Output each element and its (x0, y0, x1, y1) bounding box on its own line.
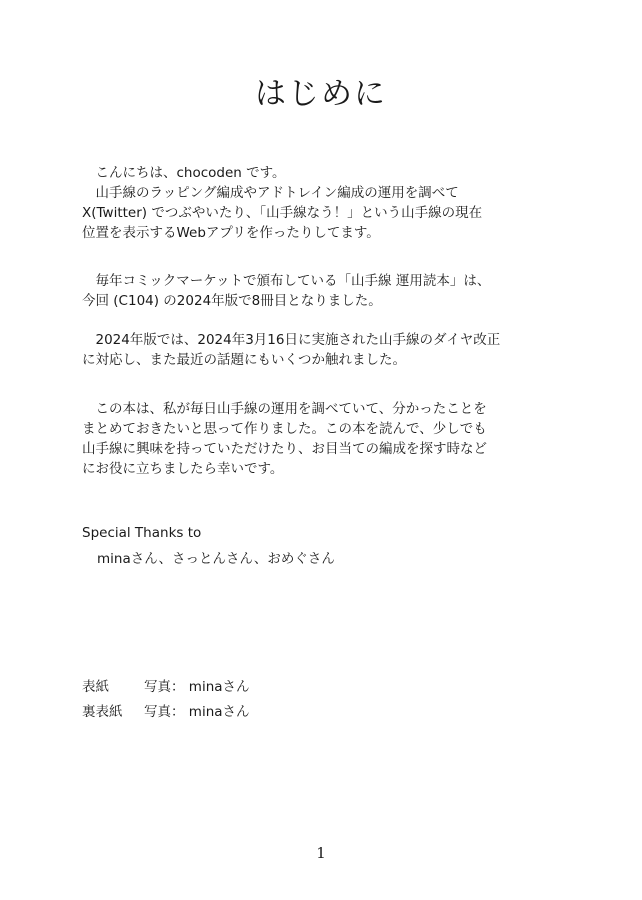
paragraph-line: 2024年版では、2024年3月16日に実施された山手線のダイヤ改正 (95, 332, 501, 348)
paragraph-line: まとめておきたいと思って作りました。この本を読んで、少しでも (82, 421, 487, 437)
credit-name: minaさん (188, 679, 250, 695)
paragraph-comiket (82, 271, 562, 311)
credit-label: 写真： (144, 679, 185, 695)
credit-role: 表紙 (82, 679, 109, 695)
credit-role: 裏表紙 (82, 704, 123, 720)
paragraph-2024-edition (82, 330, 562, 370)
intro-block (82, 163, 562, 243)
paragraph-line: 山手線に興味を持っていただけたり、お目当ての編成を探す時など (82, 441, 487, 457)
page-title: はじめに (255, 76, 387, 112)
paragraph-line: にお役に立ちましたら幸いです。 (82, 461, 284, 477)
paragraph-line: X(Twitter) でつぶやいたり、「山手線なう！」という山手線の現在 (82, 205, 483, 221)
paragraph-line: 今回 (C104) の2024年版で8冊目となりました。 (82, 293, 382, 309)
paragraph-line: 位置を表示するWebアプリを作ったりしてます。 (82, 225, 380, 241)
special-thanks-names: minaさん、さっとんさん、おめぐさん (97, 551, 335, 567)
credit-row-cover (82, 677, 250, 697)
paragraph-line: に対応し、また最近の話題にもいくつか触れました。 (82, 352, 406, 368)
paragraph-purpose (82, 399, 562, 479)
paragraph-line: この本は、私が毎日山手線の運用を調べていて、分かったことを (95, 401, 487, 417)
credit-row-back-cover (82, 702, 250, 722)
greeting-line: こんにちは、chocoden です。 (95, 165, 286, 181)
paragraph-line: 山手線のラッピング編成やアドトレイン編成の運用を調べて (95, 185, 459, 201)
page-number: 1 (316, 844, 326, 862)
paragraph-line: 毎年コミックマーケットで頒布している「山手線 運用読本」は、 (95, 273, 491, 289)
special-thanks-heading: Special Thanks to (82, 525, 202, 541)
credit-label: 写真： (144, 704, 185, 720)
credit-name: minaさん (188, 704, 250, 720)
